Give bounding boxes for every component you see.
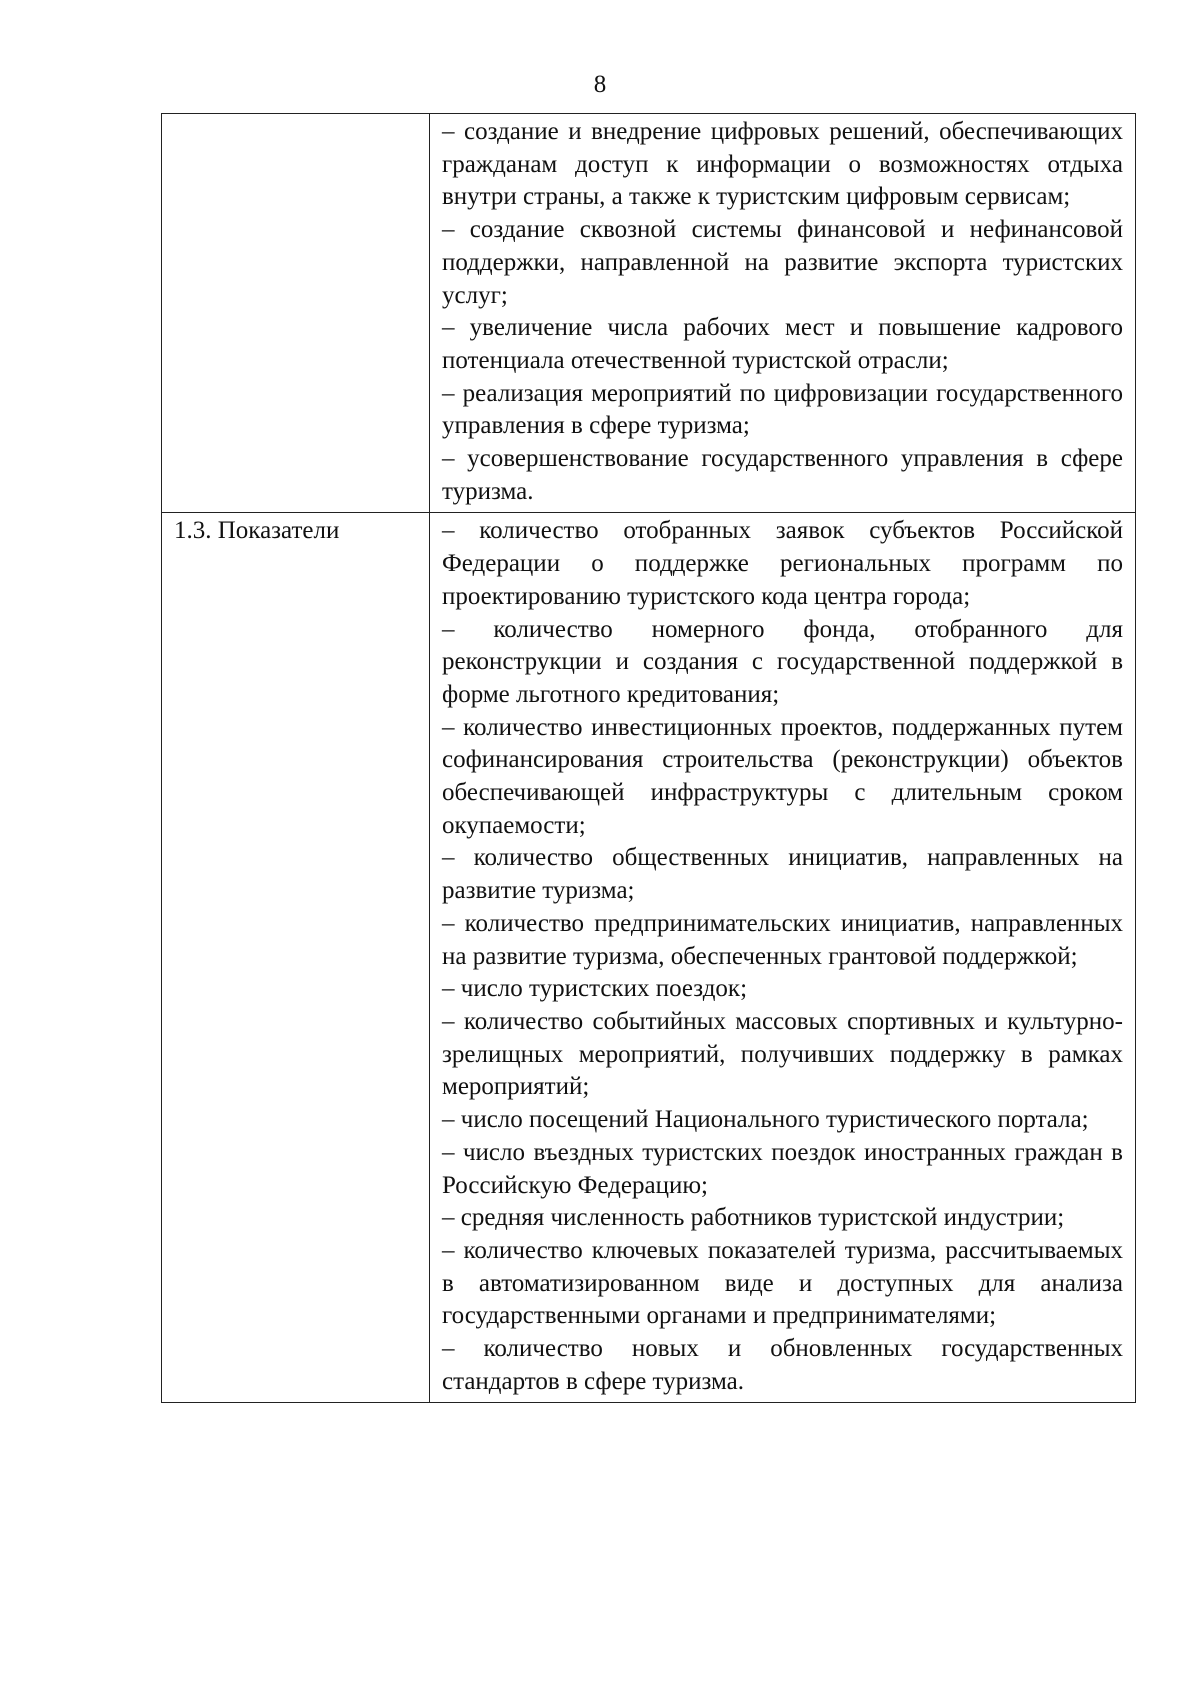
list-item: – создание сквозной системы финансовой и нефинансовой поддержки, направленной на развитие экспорта туристских услуг;	[442, 216, 1123, 309]
row-content-cell	[430, 513, 1136, 1403]
list-item: – создание и внедрение цифровых решений, обеспечивающих гражданам доступ к информации о возможностях отдыха внутри страны, а также к туристским цифровым сервисам;	[442, 118, 1123, 211]
row-label-cell: 1.3. Показатели	[162, 513, 430, 1403]
row-content-cell	[430, 114, 1136, 513]
list-item: – количество номерного фонда, отобранного для реконструкции и создания с государственной поддержкой в форме льготного кредитования;	[442, 615, 1123, 708]
list-item: – количество событийных массовых спортивных и культурно-зрелищных мероприятий, получивших поддержку в рамках мероприятий;	[442, 1007, 1123, 1101]
list-item: – число туристских поездок;	[442, 975, 748, 1003]
list-item: – усовершенствование государственного управления в сфере туризма.	[442, 445, 1123, 505]
page-number: 8	[593, 71, 607, 98]
list-item: – средняя численность работников туристской индустрии;	[442, 1204, 1065, 1232]
list-item: – количество ключевых показателей туризма, рассчитываемых в автоматизированном виде и доступных для анализа государственными органами и предпринимателями;	[442, 1236, 1123, 1330]
list-item: – увеличение числа рабочих мест и повышение кадрового потенциала отечественной туристской отрасли;	[442, 314, 1123, 374]
list-item: – реализация мероприятий по цифровизации государственного управления в сфере туризма;	[442, 379, 1123, 440]
table-row	[162, 114, 1136, 513]
list-item: – количество общественных инициатив, направленных на развитие туризма;	[442, 844, 1123, 905]
list-item: – количество инвестиционных проектов, поддержанных путем софинансирования строительства (реконструкции) объектов обеспечивающей инфраструктуры с длительным сроком окупаемости;	[442, 713, 1123, 839]
list-item: – количество предпринимательских инициатив, направленных на развитие туризма, обеспеченных грантовой поддержкой;	[442, 909, 1123, 970]
list-item: – количество отобранных заявок субъектов Российской Федерации о поддержке региональных программ по проектированию туристского кода центра города;	[442, 517, 1123, 610]
row-label-cell	[162, 114, 430, 513]
document-table	[161, 113, 1136, 1403]
list-item: – число посещений Национального туристического портала;	[442, 1106, 1089, 1134]
list-item: – количество новых и обновленных государственных стандартов в сфере туризма.	[442, 1335, 1123, 1395]
list-item: – число въездных туристских поездок иностранных граждан в Российскую Федерацию;	[442, 1138, 1123, 1199]
table-row	[162, 513, 1136, 1403]
